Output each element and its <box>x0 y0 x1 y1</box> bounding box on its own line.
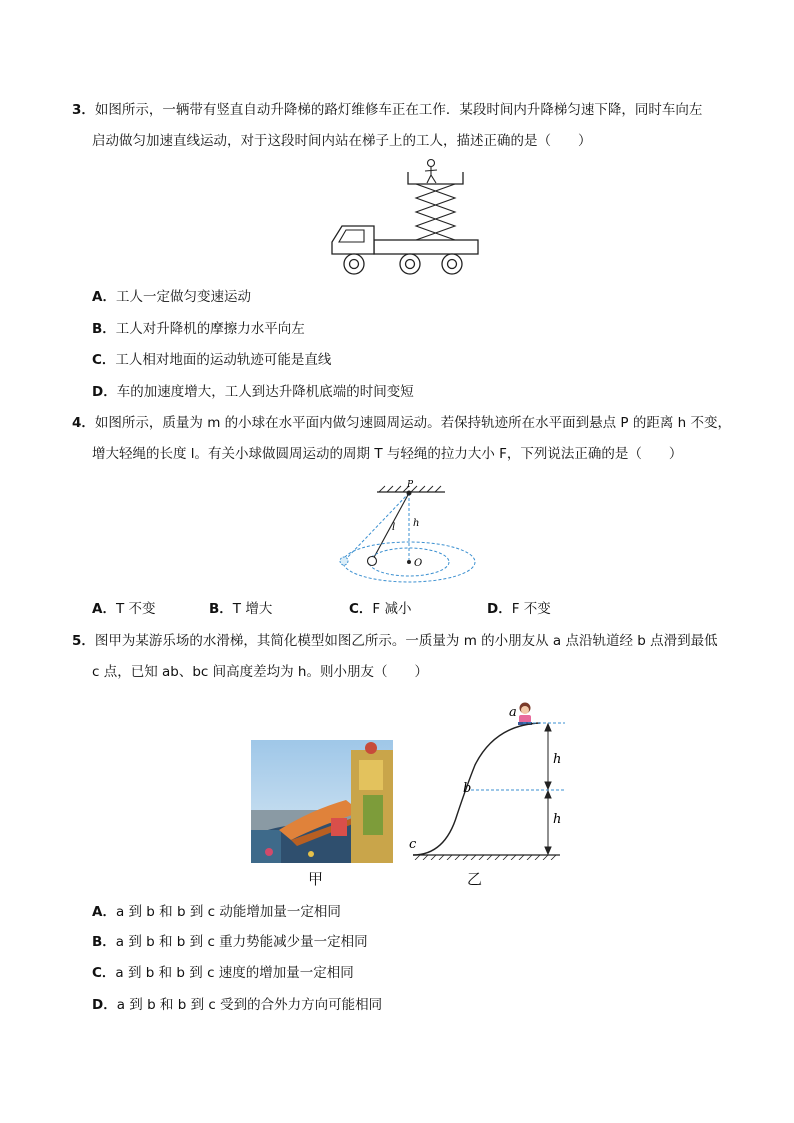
scissor-lift <box>416 184 455 240</box>
q5-number: 5． <box>72 633 95 649</box>
water-slide-photo <box>251 740 393 863</box>
q3-truck-figure <box>328 158 483 280</box>
worker-icon <box>425 160 437 184</box>
ball <box>368 557 377 566</box>
q5-option-d[interactable]: D．a 到 b 和 b 到 c 受到的合外力方向可能相同 <box>92 997 383 1013</box>
child-icon <box>518 703 532 726</box>
label-c: c <box>409 837 417 852</box>
q5-stem-2: c 点，已知 ab、bc 间高度差均为 h。则小朋友（ ） <box>92 664 428 680</box>
q5-stem-1: 图甲为某游乐场的水滑梯，其简化模型如图乙所示。一质量为 m 的小朋友从 a 点沿轨道经 b 点滑到最低 <box>94 633 718 649</box>
q4-option-d[interactable]: D．F 不变 <box>487 601 551 617</box>
q4-option-b[interactable]: B．T 增大 <box>209 601 273 617</box>
q3-stem-2: 启动做匀加速直线运动，对于这段时间内站在梯子上的工人，描述正确的是（ ） <box>92 133 592 149</box>
q4-option-a[interactable]: A．T 不变 <box>92 601 156 617</box>
q5-track-diagram <box>405 695 570 860</box>
label-a: a <box>509 705 517 720</box>
label-h2: h <box>553 812 562 827</box>
label-l: l <box>392 522 396 533</box>
q3-line-1 <box>72 100 702 120</box>
q4-pendulum-figure <box>335 476 480 584</box>
q3-option-b[interactable]: B．工人对升降机的摩擦力水平向左 <box>92 321 305 337</box>
label-h: h <box>413 518 420 529</box>
q4-stem-1: 如图所示，质量为 m 的小球在水平面内做匀速圆周运动。若保持轨迹所在水平面到悬点 P 的距离 h 不变， <box>94 415 732 431</box>
label-b: b <box>463 781 472 796</box>
q5-option-c[interactable]: C．a 到 b 和 b 到 c 速度的增加量一定相同 <box>92 965 354 981</box>
label-p: P <box>407 480 414 490</box>
label-o: O <box>414 558 423 569</box>
caption-left: 甲 <box>308 870 324 888</box>
q4-stem-2: 增大轻绳的长度 l。有关小球做圆周运动的周期 T 与轻绳的拉力大小 F，下列说法正确的是（ ） <box>92 446 683 462</box>
q5-option-b[interactable]: B．a 到 b 和 b 到 c 重力势能减少量一定相同 <box>92 934 368 950</box>
q3-stem-1: 如图所示，一辆带有竖直自动升降梯的路灯维修车正在工作．某段时间内升降梯匀速下降，同时车向左 <box>94 102 703 118</box>
caption-right: 乙 <box>467 870 483 888</box>
label-h1: h <box>553 752 562 767</box>
q3-option-d[interactable]: D．车的加速度增大，工人到达升降机底端的时间变短 <box>92 384 414 400</box>
q4-line-1 <box>72 413 731 433</box>
q3-number: 3． <box>72 102 95 118</box>
q4-number: 4． <box>72 415 95 431</box>
q4-option-c[interactable]: C．F 减小 <box>349 601 412 617</box>
q3-option-a[interactable]: A．工人一定做匀变速运动 <box>92 289 251 305</box>
q3-option-c[interactable]: C．工人相对地面的运动轨迹可能是直线 <box>92 352 332 368</box>
q5-option-a[interactable]: A．a 到 b 和 b 到 c 动能增加量一定相同 <box>92 904 341 920</box>
q5-line-1 <box>72 631 718 651</box>
